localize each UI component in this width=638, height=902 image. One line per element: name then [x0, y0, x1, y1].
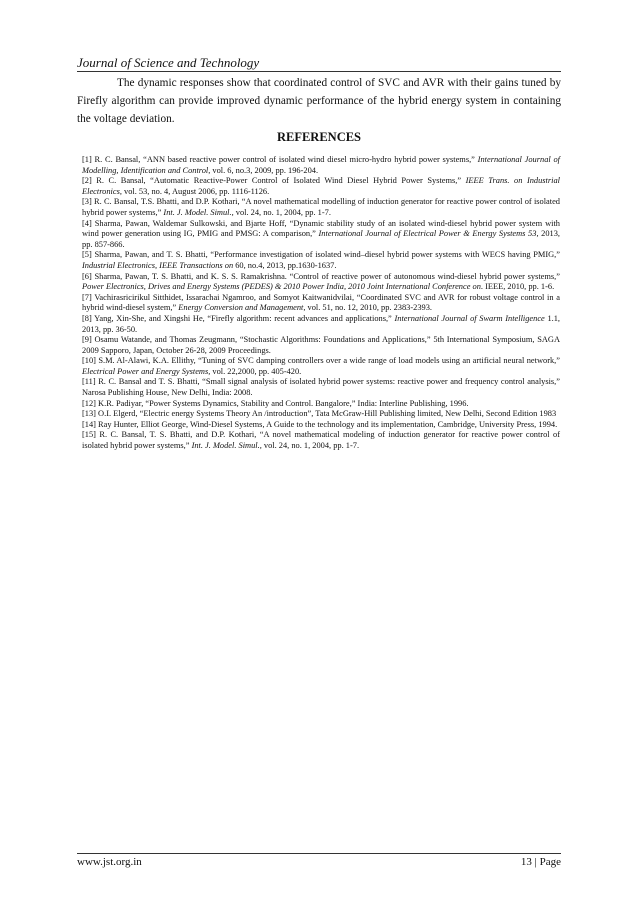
reference-text: [5] Sharma, Pawan, and T. S. Bhatti, “Performance investigation of isolated wind–diesel hybrid power systems with WECS having PMIG,” — [82, 250, 560, 260]
reference-item — [82, 430, 560, 451]
reference-text: [4] Sharma, Pawan, Waldemar Sulkowski, and Bjarte Hoff, “Dynamic stability study of an isolated wind-diesel hybrid power system with wind power generation using IG, PMIG and PMSG: A comparison,” — [82, 218, 560, 239]
reference-item — [82, 176, 560, 197]
footer-url: www.jst.org.in — [77, 856, 142, 868]
reference-source: Industrial Electronics, IEEE Transactions on — [82, 260, 234, 270]
reference-source: Power Electronics, Drives and Energy Systems (PEDES) & 2010 Power India, 2010 Joint International Conference on — [82, 282, 481, 292]
reference-item — [82, 409, 560, 420]
reference-item — [82, 250, 560, 271]
reference-text: [10] S.M. Al-Alawi, K.A. Ellithy, “Tuning of SVC damping controllers over a wide range of load models using an artificial neural network,” — [82, 356, 560, 366]
reference-text: [1] R. C. Bansal, “ANN based reactive power control of isolated wind diesel micro-hydro hybrid power systems,” — [82, 155, 478, 164]
reference-details: , vol. 51, no. 12, 2010, pp. 2383-2393. — [303, 303, 433, 313]
reference-text: [7] Vachirasricirikul Sitthidet, Issarachai Ngamroo, and Somyot Kaitwanidvilai, “Coordinated SVC and AVR for robust voltage control in a hybrid wind-diesel system,” — [82, 292, 560, 313]
reference-item — [82, 356, 560, 377]
reference-details: , vol. 6, no.3, 2009, pp. 196-204. — [208, 165, 319, 175]
reference-source: Int. J. Model. Simul., — [191, 441, 262, 451]
reference-source: International Journal of Modelling, Identification and Control — [82, 155, 560, 175]
reference-details: vol. 24, no. 1, 2004, pp. 1-7. — [261, 441, 360, 451]
reference-text: [8] Yang, Xin-She, and Xingshi He, “Firefly algorithm: recent advances and applications,” — [82, 313, 395, 323]
reference-item — [82, 219, 560, 251]
references-list — [82, 155, 560, 452]
reference-text: [12] K.R. Padiyar, “Power Systems Dynamics, Stability and Control. Bangalore,” India: Interline Publishing, 1996. — [82, 398, 469, 408]
reference-source: Electrical Power and Energy Systems, — [82, 366, 211, 376]
reference-item — [82, 377, 560, 398]
page-number: 13 | Page — [520, 856, 561, 868]
reference-text: [9] Osamu Watande, and Thomas Zeugmann, “Stochastic Algorithms: Foundations and Applications,” 5th International Symposium, SAGA 2009 Sapporo, Japan, October 26-28, 2009 Proceedings. — [82, 335, 560, 355]
reference-details: vol. 22,2000, pp. 405-420. — [210, 366, 302, 376]
references-heading: REFERENCES — [276, 130, 362, 144]
reference-item — [82, 197, 560, 218]
reference-item — [82, 155, 560, 176]
reference-source: International Journal of Swarm Intelligence — [394, 313, 545, 323]
reference-details: 60, no.4, 2013, pp.1630-1637. — [233, 260, 337, 270]
reference-source: International Journal of Electrical Power & Energy Systems 53 — [318, 229, 537, 239]
reference-item — [82, 314, 560, 335]
reference-item — [82, 272, 560, 293]
footer-divider — [77, 853, 561, 854]
reference-details: , vol. 53, no. 4, August 2006, pp. 1116-1126. — [119, 186, 270, 196]
reference-item — [82, 335, 560, 356]
reference-text: [2] R. C. Bansal, “Automatic Reactive-Power Control of Isolated Wind Diesel Hybrid Power Systems,” — [82, 176, 466, 186]
reference-text: [3] R. C. Bansal, T.S. Bhatti, and D.P. Kothari, “A novel mathematical modelling of induction generator for reactive power control of isolated hybrid power systems,” — [82, 197, 560, 217]
reference-details: , 2013, pp. 857-866. — [82, 229, 560, 249]
reference-text: [11] R. C. Bansal and T. S. Bhatti, “Small signal analysis of isolated hybrid power systems: reactive power and frequency control analysis,” Narosa Publishing House, New Delhi, India: 2008. — [82, 377, 560, 398]
reference-details: 1.1, 2013, pp. 36-50. — [82, 313, 561, 334]
reference-source: IEEE Trans. on Industrial Electronics — [82, 176, 560, 196]
header-divider — [77, 71, 561, 72]
conclusion-paragraph: The dynamic responses show that coordinated control of SVC and AVR with their gains tuned by Firefly algorithm can provide improved dynamic performance of the hybrid energy system in containing the voltage deviation. — [77, 77, 561, 125]
journal-title: Journal of Science and Technology — [77, 55, 260, 70]
reference-text: [13] O.I. Elgerd, “Electric energy Systems Theory An /introduction”, Tata McGraw-Hill Publishing limited, New Delhi, Second Edition 1983 — [82, 409, 557, 419]
reference-details: . IEEE, 2010, pp. 1-6. — [480, 282, 555, 292]
reference-text: [14] Ray Hunter, Elliot George, Wind-Diesel Systems, A Guide to the technology and its implementation, Cambridge, University Press, 1994. — [82, 419, 558, 429]
reference-item — [82, 293, 560, 314]
reference-item — [82, 420, 560, 431]
reference-text: [6] Sharma, Pawan, T. S. Bhatti, and K. S. S. Ramakrishna. “Control of reactive power of autonomous wind-diesel hybrid power systems,” — [82, 271, 560, 281]
reference-item — [82, 399, 560, 410]
reference-source: Energy Conversion and Management — [178, 303, 304, 313]
reference-details: vol. 24, no. 1, 2004, pp. 1-7. — [233, 207, 331, 217]
reference-text: [15] R. C. Bansal, T. S. Bhatti, and D.P. Kothari, “A novel mathematical modeling of induction generator for reactive power control of isolated hybrid power systems,” — [82, 430, 560, 451]
reference-source: Int. J. Model. Simul., — [163, 207, 234, 217]
